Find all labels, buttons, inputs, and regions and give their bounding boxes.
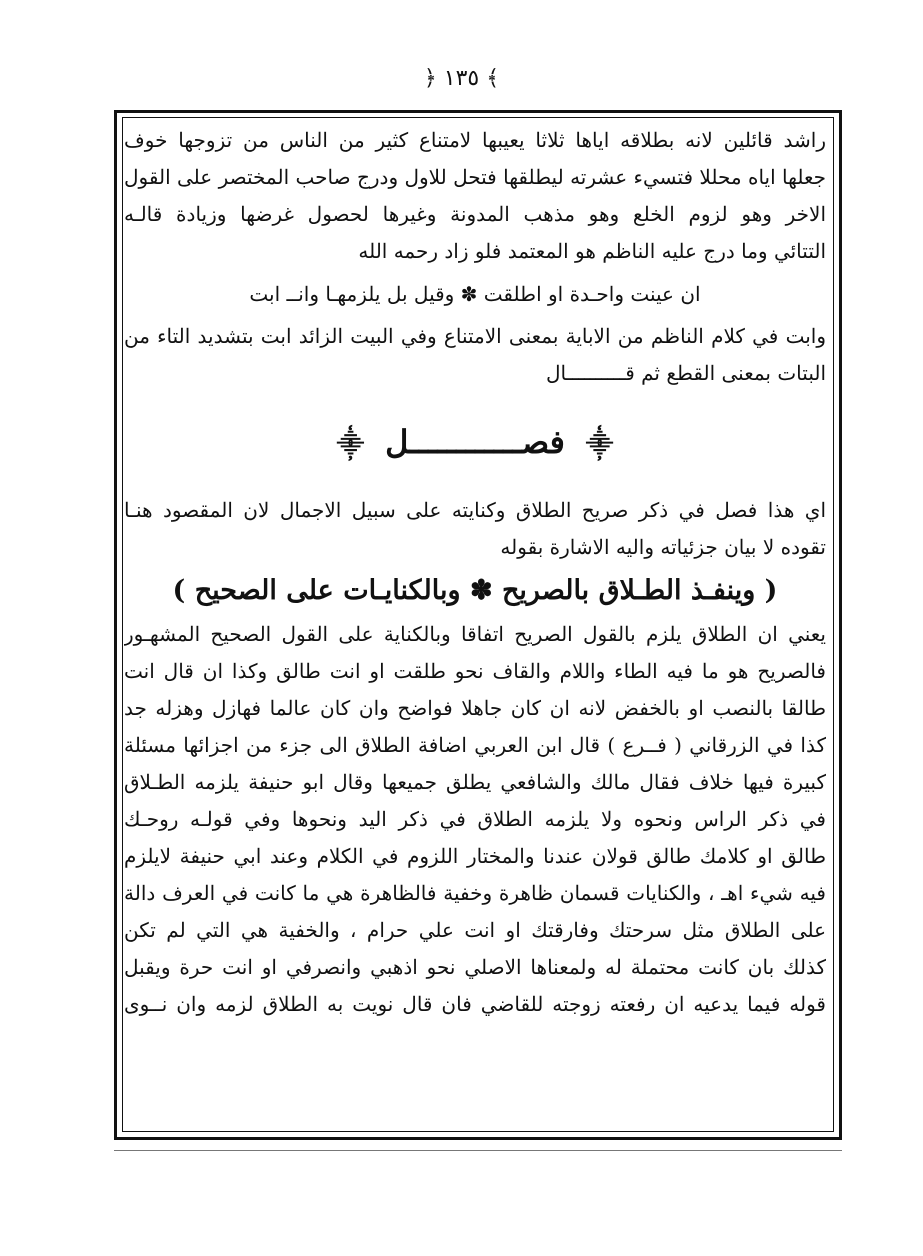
ornament-icon: ⸎ <box>586 430 614 460</box>
paragraph-bottom <box>124 616 826 1023</box>
text-line: جعلها اياه محللا فتسيء عشرته ليطلقها فتحل للاول ودرج صاحب المختصر على القول <box>124 165 826 189</box>
text-line: فيه شيء اهـ ، والكنايات قسمان ظاهرة وخفية فالظاهرة هي ما كانت في العرف دالة <box>124 881 826 905</box>
page-number: ﴾ ١٣٥ ﴿ <box>423 66 500 91</box>
bottom-rule <box>114 1150 842 1151</box>
section-heading-text: فصــــــــــــل <box>385 423 565 461</box>
text-line: وابت في كلام الناظم من الاباية بمعنى الامتناع وفي البيت الزائد ابت بتشديد التاء من <box>124 324 826 348</box>
text-line: البتات بمعنى القطع ثم قــــــــــال <box>545 361 826 385</box>
text-line: التتائي وما درج عليه الناظم هو المعتمد فلو زاد رحمه الله <box>358 239 826 263</box>
text-line: كذلك بان كانت محتملة له ولمعناها الاصلي نحو اذهبي وانصرفي او انت حرة ويقبل <box>124 955 826 979</box>
paragraph-mid <box>124 492 826 566</box>
text-line: على الطلاق مثل سرحتك وفارقتك او انت علي حرام ، والخفية هي التي لم تكن <box>124 918 826 942</box>
text-line: راشد قائلين لانه بطلاقه اياها ثلاثا يعيبها لامتناع كثير من الناس من تزوجها خوف <box>124 128 826 152</box>
ornament-icon: ⸎ <box>336 430 364 460</box>
text-line: كذا في الزرقاني ( فــرع ) قال ابن العربي اضافة الطلاق الى جزء من اجزائها مسئلة <box>124 733 826 757</box>
poem-verse: ان عينت واحـدة او اطلقت ✽ وقيل بل يلزمهـا وانــ ابت <box>249 282 701 306</box>
section-heading <box>124 392 826 492</box>
text-line: طالقا بالنصب او بالخفض لانه ان كان جاهلا فواضح وان كان عالما فهازل وهزله جد <box>124 696 826 720</box>
text-line: قوله فيما يدعيه ان رفعته زوجته للقاضي فان قال نويت به الطلاق لزمه وان نــوى <box>124 992 826 1016</box>
paragraph-after-verse <box>124 318 826 392</box>
paragraph-top <box>124 122 826 270</box>
text-line: الاخر وهو لزوم الخلع وهو مذهب المدونة وغيرها لحصول غرضها وزيادة قالـه <box>124 202 826 226</box>
page-content <box>124 122 826 1127</box>
text-line: تقوده لا بيان جزئياته واليه الاشارة بقوله <box>500 535 826 559</box>
text-line: فالصريح هو ما فيه الطاء واللام والقاف نحو طلقت او انت طالق وكذا ان قال انت <box>124 659 826 683</box>
text-line: في ذكر الراس ونحوه ولا يلزمه الطلاق في ذكر اليد ونحوها وفي قولـه روحـك <box>124 807 826 831</box>
matn-verse: ( وينفـذ الطـلاق بالصريح ✽ وبالكنايـات على الصحيح ) <box>172 575 778 606</box>
text-line: اي هذا فصل في ذكر صريح الطلاق وكنايته على سبيل الاجمال لان المقصود هنـا <box>124 498 826 522</box>
text-line: طالق او كلامك طالق قولان عندنا والمختار اللزوم في الكلام وعند ابي حنيفة لايلزم <box>124 844 826 868</box>
text-line: كبيرة فيها خلاف فقال مالك والشافعي يطلق جميعها وقال ابو حنيفة يلزمه الطـلاق <box>124 770 826 794</box>
text-line: يعني ان الطلاق يلزم بالقول الصريح اتفاقا وبالكناية على القول الصحيح المشهـور <box>124 622 826 646</box>
